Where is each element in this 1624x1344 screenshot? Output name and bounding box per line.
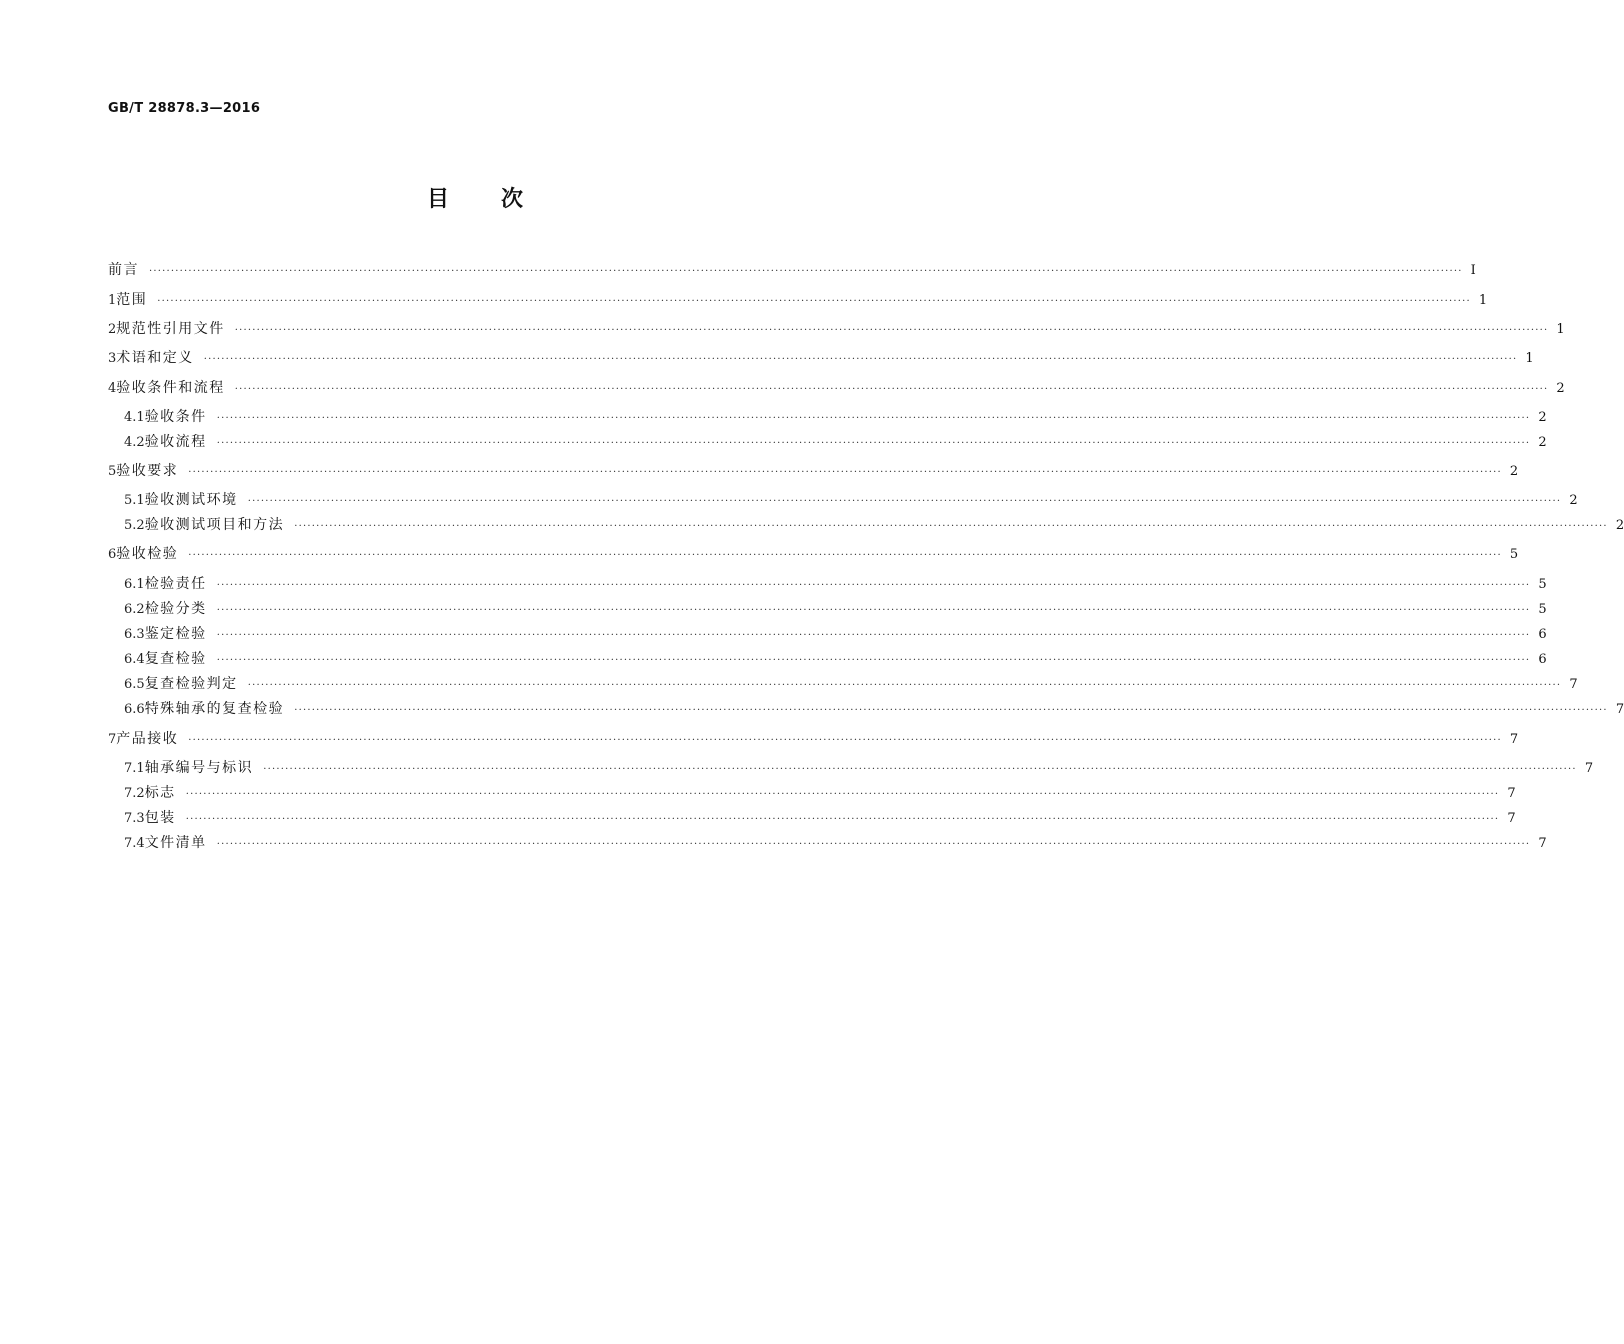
toc-entry-number: 5 bbox=[108, 464, 117, 479]
toc-entry-label: 验收流程 bbox=[144, 434, 207, 450]
toc-entry-page: Ⅰ bbox=[1470, 263, 1476, 278]
toc-entry bbox=[124, 432, 1547, 452]
toc-entry-label: 验收条件 bbox=[144, 409, 207, 425]
toc-entry bbox=[108, 348, 1534, 368]
toc-entry-label: 特殊轴承的复查检验 bbox=[144, 701, 285, 717]
toc-leader-dots: ············································································································································································································································································································ bbox=[188, 735, 1502, 746]
toc-entry-number: 4 bbox=[108, 381, 117, 396]
toc-entry-page: 7 bbox=[1509, 732, 1519, 747]
toc-entry-page: 1 bbox=[1556, 322, 1565, 337]
toc-entry-page: 7 bbox=[1615, 702, 1624, 717]
toc-entry bbox=[124, 833, 1547, 853]
toc-leader-dots: ············································································································································································································································································································ bbox=[294, 521, 1608, 532]
toc-entry-number: 6.2 bbox=[124, 602, 145, 617]
toc-entry-page: 7 bbox=[1507, 811, 1516, 826]
toc-entry-label: 文件清单 bbox=[144, 835, 207, 851]
toc-entry-page: 2 bbox=[1538, 410, 1547, 425]
toc-entry-label: 术语和定义 bbox=[116, 350, 194, 366]
toc-entry-number: 5.1 bbox=[124, 493, 145, 508]
toc-entry-number: 6 bbox=[108, 547, 117, 562]
toc-entry-number: 7.3 bbox=[124, 811, 145, 826]
toc-leader-dots: ············································································································································································································································································································ bbox=[263, 764, 1577, 775]
toc-leader-dots: ············································································································································································································································································································ bbox=[188, 550, 1502, 561]
toc-leader-dots: ············································································································································································································································································································ bbox=[149, 266, 1463, 277]
toc-entry-number: 6.4 bbox=[124, 652, 145, 667]
toc-entry bbox=[124, 649, 1547, 669]
toc-entry-label: 规范性引用文件 bbox=[116, 321, 225, 337]
toc-entry bbox=[124, 515, 1624, 535]
toc-entry-label: 检验分类 bbox=[144, 601, 207, 617]
toc-entry-label: 验收要求 bbox=[116, 463, 179, 479]
toc-entry bbox=[124, 599, 1547, 619]
toc-entry-number: 6.3 bbox=[124, 627, 145, 642]
toc-entry-label: 轴承编号与标识 bbox=[144, 760, 254, 776]
toc-entry-page: 7 bbox=[1584, 761, 1594, 776]
toc-entry-page: 5 bbox=[1538, 602, 1547, 617]
toc-entry bbox=[124, 783, 1516, 803]
toc-entry-page: 7 bbox=[1507, 786, 1516, 801]
toc-entry-page: 2 bbox=[1569, 493, 1578, 508]
toc-entry bbox=[124, 758, 1594, 778]
toc-entry-page: 1 bbox=[1478, 293, 1488, 308]
toc-entry bbox=[124, 699, 1624, 719]
toc-entry bbox=[108, 290, 1488, 310]
toc-entry-number: 4.2 bbox=[124, 435, 145, 450]
toc-leader-dots: ············································································································································································································································································································ bbox=[234, 325, 1549, 336]
toc-entry-label: 前言 bbox=[108, 262, 139, 278]
document-code: GB/T 28878.3—2016 bbox=[108, 101, 261, 116]
toc-entry-label: 标志 bbox=[144, 785, 176, 801]
toc-entry bbox=[124, 490, 1578, 510]
toc-leader-dots: ············································································································································································································································································································ bbox=[216, 413, 1531, 424]
toc-entry-number: 2 bbox=[108, 322, 117, 337]
toc-entry-number: 7 bbox=[108, 732, 117, 747]
toc-entry-page: 2 bbox=[1509, 464, 1519, 479]
toc-entry bbox=[108, 319, 1565, 339]
toc-title: 目次 bbox=[426, 187, 575, 212]
toc-entry bbox=[108, 544, 1519, 564]
toc-leader-dots: ············································································································································································································································································································ bbox=[216, 655, 1531, 666]
toc-entry-number: 6.5 bbox=[124, 677, 145, 692]
toc-entry-number: 7.2 bbox=[124, 786, 145, 801]
toc-leader-dots: ············································································································································································································································································································ bbox=[188, 467, 1502, 478]
toc-entry bbox=[124, 624, 1547, 644]
toc-entry-number: 3 bbox=[108, 351, 117, 366]
toc-leader-dots: ············································································································································································································································································································ bbox=[294, 705, 1608, 716]
toc-leader-dots: ············································································································································································································································································································ bbox=[216, 839, 1531, 850]
toc-entry-number: 7.4 bbox=[124, 836, 145, 851]
toc-entry bbox=[124, 674, 1578, 694]
toc-entry-label: 验收条件和流程 bbox=[116, 380, 225, 396]
toc-leader-dots: ············································································································································································································································································································ bbox=[203, 354, 1518, 365]
toc-entry bbox=[108, 461, 1519, 481]
toc-leader-dots: ············································································································································································································································································································ bbox=[157, 296, 1471, 307]
toc-entry-label: 包装 bbox=[144, 810, 176, 826]
toc-entry-label: 产品接收 bbox=[116, 731, 179, 747]
toc-entry-label: 验收测试环境 bbox=[144, 492, 238, 508]
toc-leader-dots: ············································································································································································································································································································ bbox=[234, 384, 1549, 395]
toc-entry-number: 7.1 bbox=[124, 761, 145, 776]
toc-leader-dots: ············································································································································································································································································································ bbox=[216, 580, 1531, 591]
toc-entry-page: 2 bbox=[1615, 518, 1624, 533]
toc-entry-number: 5.2 bbox=[124, 518, 145, 533]
toc-leader-dots: ············································································································································································································································································································ bbox=[247, 680, 1562, 691]
toc-entry-page: 5 bbox=[1509, 547, 1519, 562]
toc-entry bbox=[108, 260, 1476, 280]
toc-entry-label: 检验责任 bbox=[144, 576, 207, 592]
toc-leader-dots: ············································································································································································································································································································ bbox=[216, 605, 1531, 616]
toc-leader-dots: ············································································································································································································································································································ bbox=[216, 630, 1531, 641]
toc-entry-page: 2 bbox=[1538, 435, 1547, 450]
toc-entry-number: 4.1 bbox=[124, 410, 145, 425]
toc-entry-label: 复查检验判定 bbox=[144, 676, 238, 692]
toc-entry-label: 范围 bbox=[116, 292, 148, 308]
toc-entry-page: 2 bbox=[1556, 381, 1565, 396]
toc-entry-number: 6.1 bbox=[124, 577, 145, 592]
toc-leader-dots: ············································································································································································································································································································ bbox=[247, 496, 1562, 507]
toc-entry-label: 鉴定检验 bbox=[144, 626, 207, 642]
toc-entry bbox=[108, 729, 1519, 749]
toc-entry bbox=[124, 407, 1547, 427]
toc-entry-page: 5 bbox=[1538, 577, 1547, 592]
toc-entry-page: 1 bbox=[1525, 351, 1534, 366]
toc-entry-page: 7 bbox=[1569, 677, 1578, 692]
toc-entry-page: 7 bbox=[1538, 836, 1547, 851]
toc-entry-number: 6.6 bbox=[124, 702, 145, 717]
toc-entry-page: 6 bbox=[1538, 627, 1547, 642]
toc-entry bbox=[124, 574, 1547, 594]
toc-entry-number: 1 bbox=[108, 293, 117, 308]
toc-leader-dots: ············································································································································································································································································································ bbox=[185, 814, 1500, 825]
toc-entry bbox=[108, 378, 1565, 398]
toc-entry-label: 复查检验 bbox=[144, 651, 207, 667]
toc-entry-label: 验收检验 bbox=[116, 546, 179, 562]
toc-entry-page: 6 bbox=[1538, 652, 1547, 667]
toc-leader-dots: ············································································································································································································································································································ bbox=[216, 438, 1531, 449]
toc-entry-label: 验收测试项目和方法 bbox=[144, 517, 285, 533]
toc-leader-dots: ············································································································································································································································································································ bbox=[185, 789, 1500, 800]
toc-entry bbox=[124, 808, 1516, 828]
